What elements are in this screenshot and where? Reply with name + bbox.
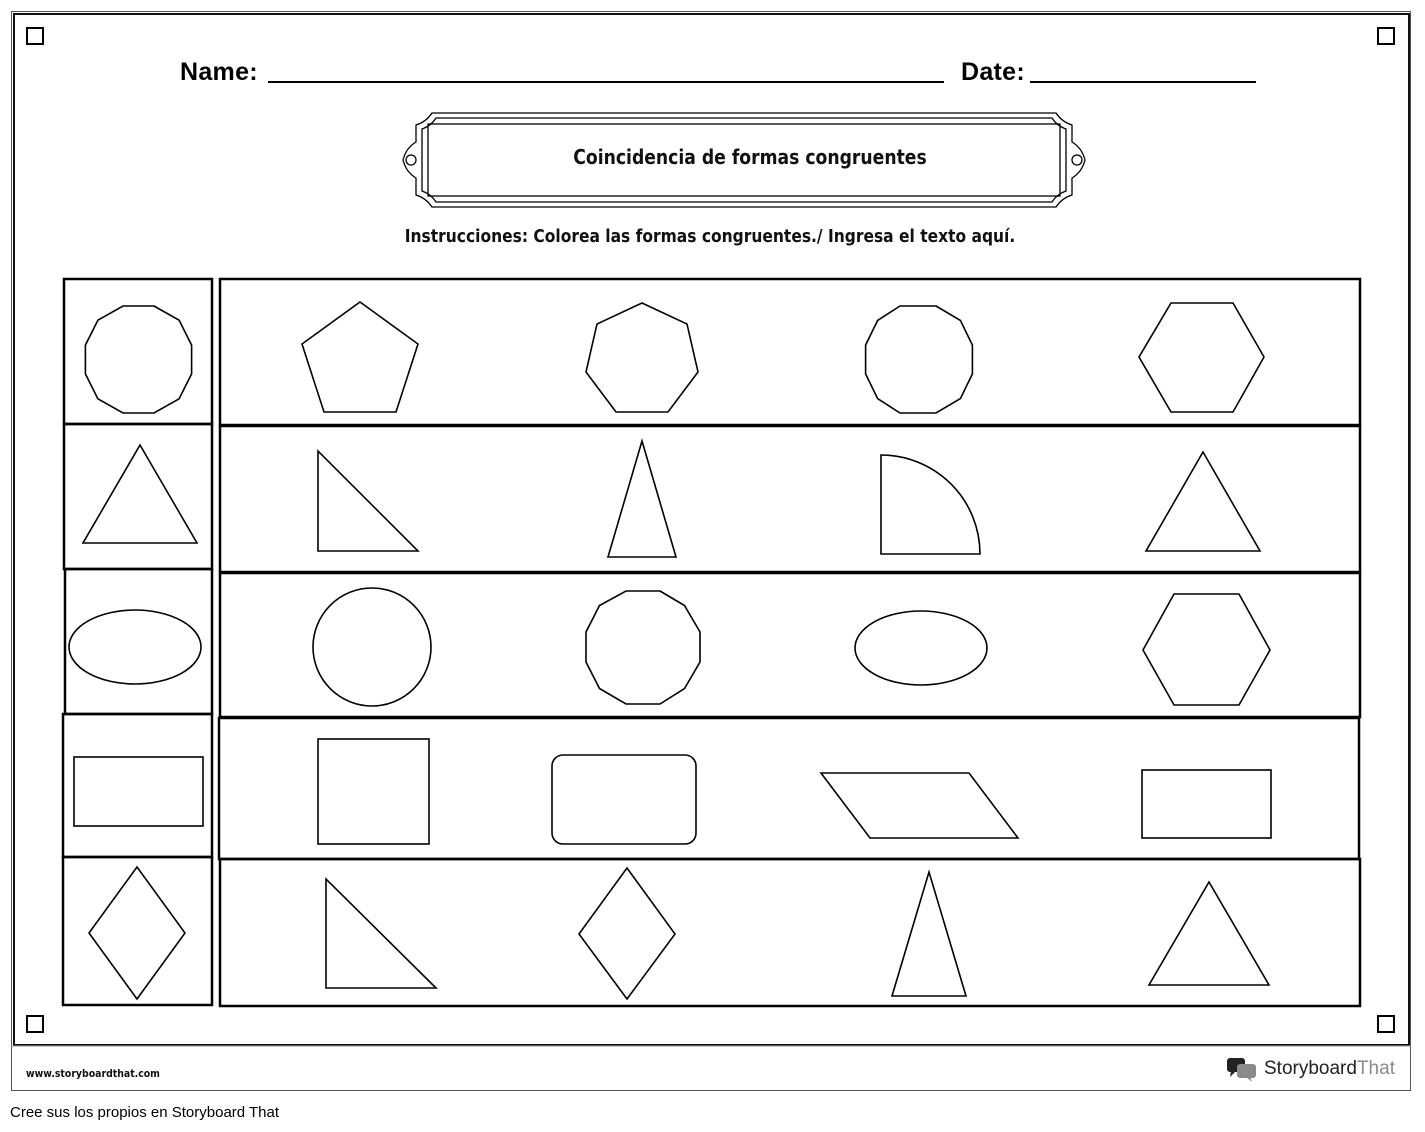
speech-bubbles-icon bbox=[1226, 1056, 1258, 1082]
target-rhombus bbox=[89, 867, 185, 999]
choice-row-2 bbox=[220, 426, 1360, 572]
target-equilateral-triangle bbox=[83, 445, 197, 543]
choice-isosceles-triangle bbox=[608, 441, 676, 557]
choice-parallelogram bbox=[821, 773, 1018, 838]
choice-decagon-2 bbox=[586, 591, 700, 704]
target-cell-4 bbox=[63, 714, 212, 857]
instructions-text: Instrucciones: Colorea las formas congruentes./ Ingresa el texto aquí. bbox=[404, 226, 1016, 247]
choice-rectangle bbox=[1142, 770, 1271, 838]
choice-rhombus bbox=[579, 868, 675, 999]
storyboardthat-logo[interactable] bbox=[1226, 1055, 1395, 1083]
choice-hexagon bbox=[1139, 303, 1264, 412]
choice-heptagon bbox=[586, 303, 698, 412]
create-your-own-caption[interactable]: Cree sus los propios en Storyboard That bbox=[10, 1104, 280, 1121]
brand-that: That bbox=[1356, 1058, 1395, 1079]
target-rectangle bbox=[74, 757, 203, 826]
date-label: Date: bbox=[961, 58, 1026, 86]
choice-isosceles-triangle-2 bbox=[892, 872, 966, 996]
choice-hexagon-2 bbox=[1143, 594, 1270, 705]
choice-quarter-circle bbox=[881, 455, 980, 554]
target-decagon bbox=[85, 306, 191, 413]
choice-rounded-rectangle bbox=[552, 755, 696, 844]
choice-circle bbox=[313, 588, 431, 706]
target-ellipse bbox=[69, 610, 201, 684]
brand-storyboard: Storyboard bbox=[1264, 1058, 1357, 1079]
choice-pentagon bbox=[302, 302, 418, 412]
choice-row-1 bbox=[220, 279, 1360, 425]
choice-right-triangle bbox=[318, 451, 418, 551]
target-cell-5 bbox=[63, 857, 212, 1005]
choice-decagon bbox=[866, 306, 973, 413]
shape-grid bbox=[63, 279, 1360, 1006]
name-label: Name: bbox=[180, 58, 258, 86]
choice-row-5 bbox=[220, 859, 1360, 1006]
choice-right-triangle-2 bbox=[326, 879, 436, 988]
choice-ellipse bbox=[855, 611, 987, 685]
choice-square bbox=[318, 739, 429, 844]
footer-url[interactable]: www.storyboardthat.com bbox=[26, 1067, 160, 1080]
choice-equilateral-triangle bbox=[1146, 452, 1260, 551]
choice-equilateral-triangle-2 bbox=[1149, 882, 1269, 985]
target-cell-2 bbox=[64, 424, 212, 569]
target-cell-3 bbox=[65, 569, 212, 714]
worksheet-title: Coincidencia de formas congruentes bbox=[573, 145, 927, 169]
